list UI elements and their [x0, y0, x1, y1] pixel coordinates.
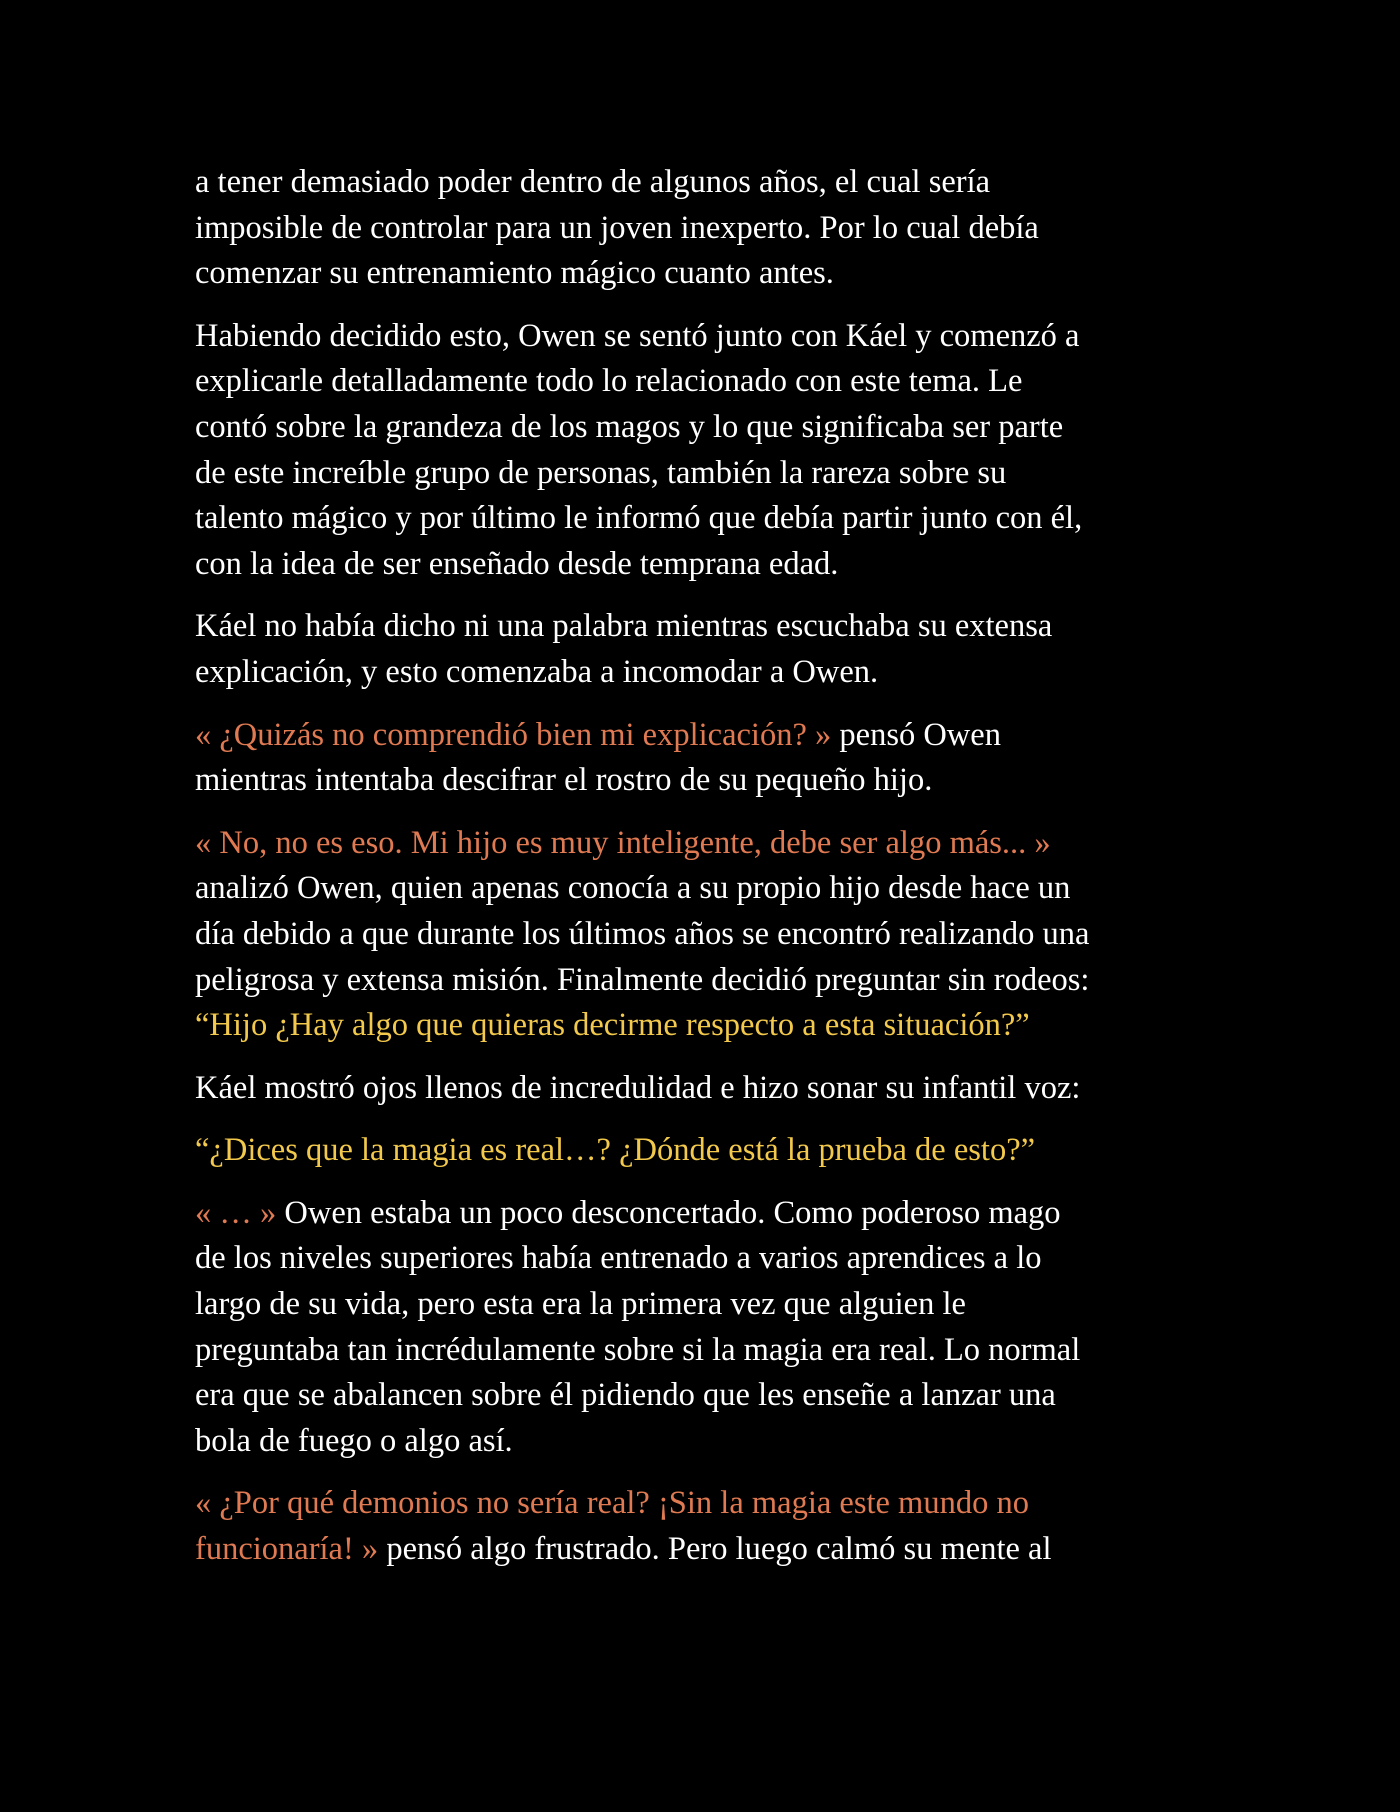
narration-text: era que se abalancen sobre él pidiendo que les enseñe a lanzar una — [195, 1377, 1056, 1414]
text-line — [195, 1191, 1225, 1237]
narration-text: con la idea de ser enseñado desde temprana edad. — [195, 545, 839, 582]
text-line — [195, 1236, 1225, 1282]
dialogue-text: “Hijo ¿Hay algo que quieras decirme respecto a esta situación?” — [195, 1007, 1030, 1044]
narration-text: Habiendo decidido esto, Owen se sentó junto con Káel y comenzó a — [195, 317, 1080, 354]
text-line — [195, 1373, 1225, 1419]
narration-text: peligrosa y extensa misión. Finalmente decidió preguntar sin rodeos: — [195, 961, 1090, 998]
text-line — [195, 1419, 1225, 1465]
text-line — [195, 359, 1225, 405]
text-line — [195, 604, 1225, 650]
narration-text: pensó Owen — [839, 716, 1001, 753]
narration-text: talento mágico y por último le informó que debía partir junto con él, — [195, 500, 1083, 537]
text-line — [195, 866, 1225, 912]
narration-text: a tener demasiado poder dentro de algunos años, el cual sería — [195, 164, 991, 200]
text-line — [195, 314, 1225, 360]
narration-text: día debido a que durante los últimos años se encontró realizando una — [195, 915, 1090, 952]
text-line — [195, 542, 1225, 588]
text-line — [195, 958, 1225, 1004]
inner-thought-text: « … » — [195, 1194, 285, 1231]
paragraph — [195, 1066, 1225, 1112]
text-line — [195, 251, 1225, 297]
text-line — [195, 713, 1225, 759]
narration-text: explicación, y esto comenzaba a incomodar a Owen. — [195, 653, 879, 690]
dialogue-text: “¿Dices que la magia es real…? ¿Dónde está la prueba de esto?” — [195, 1132, 1036, 1169]
text-line — [195, 1066, 1225, 1112]
paragraph — [195, 314, 1225, 588]
page-body — [195, 160, 1225, 1590]
narration-text: imposible de controlar para un joven inexperto. Por lo cual debía — [195, 209, 1039, 246]
narration-text: contó sobre la grandeza de los magos y lo que significaba ser parte — [195, 408, 1064, 445]
text-line — [195, 650, 1225, 696]
paragraph — [195, 1481, 1225, 1572]
text-line — [195, 496, 1225, 542]
text-line — [195, 1527, 1225, 1573]
inner-thought-text: « ¿Quizás no comprendió bien mi explicación? » — [195, 716, 840, 753]
text-line — [195, 451, 1225, 497]
narration-text: preguntaba tan incrédulamente sobre si la magia era real. Lo normal — [195, 1331, 1081, 1368]
text-line — [195, 405, 1225, 451]
text-line — [195, 758, 1225, 804]
narration-text: mientras intentaba descifrar el rostro de su pequeño hijo. — [195, 762, 933, 799]
inner-thought-text: « No, no es eso. Mi hijo es muy inteligente, debe ser algo más... » — [195, 824, 1051, 861]
narration-text: pensó algo frustrado. Pero luego calmó su mente al — [386, 1531, 1052, 1568]
narration-text: comenzar su entrenamiento mágico cuanto antes. — [195, 255, 834, 292]
narration-text: de los niveles superiores había entrenado a varios aprendices a lo — [195, 1240, 1042, 1277]
text-line — [195, 1003, 1225, 1049]
text-line — [195, 1328, 1225, 1374]
narration-text: largo de su vida, pero esta era la primera vez que alguien le — [195, 1286, 966, 1323]
text-line — [195, 160, 1225, 206]
narration-text: de este increíble grupo de personas, también la rareza sobre su — [195, 454, 1007, 491]
inner-thought-text: funcionaría! » — [195, 1531, 387, 1568]
narration-text: explicarle detalladamente todo lo relacionado con este tema. Le — [195, 363, 1023, 400]
text-line — [195, 912, 1225, 958]
paragraph — [195, 160, 1225, 297]
narration-text: Káel no había dicho ni una palabra mientras escuchaba su extensa — [195, 608, 1053, 645]
text-line — [195, 1481, 1225, 1527]
text-line — [195, 1128, 1225, 1174]
text-line — [195, 821, 1225, 867]
paragraph — [195, 821, 1225, 1049]
narration-text: Káel mostró ojos llenos de incredulidad e hizo sonar su infantil voz: — [195, 1069, 1081, 1106]
inner-thought-text: « ¿Por qué demonios no sería real? ¡Sin la magia este mundo no — [195, 1485, 1029, 1522]
paragraph — [195, 1191, 1225, 1465]
paragraph — [195, 604, 1225, 695]
narration-text: analizó Owen, quien apenas conocía a su propio hijo desde hace un — [195, 870, 1071, 907]
paragraph — [195, 1128, 1225, 1174]
narration-text: Owen estaba un poco desconcertado. Como poderoso mago — [284, 1194, 1061, 1231]
paragraph — [195, 713, 1225, 804]
narration-text: bola de fuego o algo así. — [195, 1422, 513, 1459]
text-line — [195, 1282, 1225, 1328]
text-line — [195, 206, 1225, 252]
